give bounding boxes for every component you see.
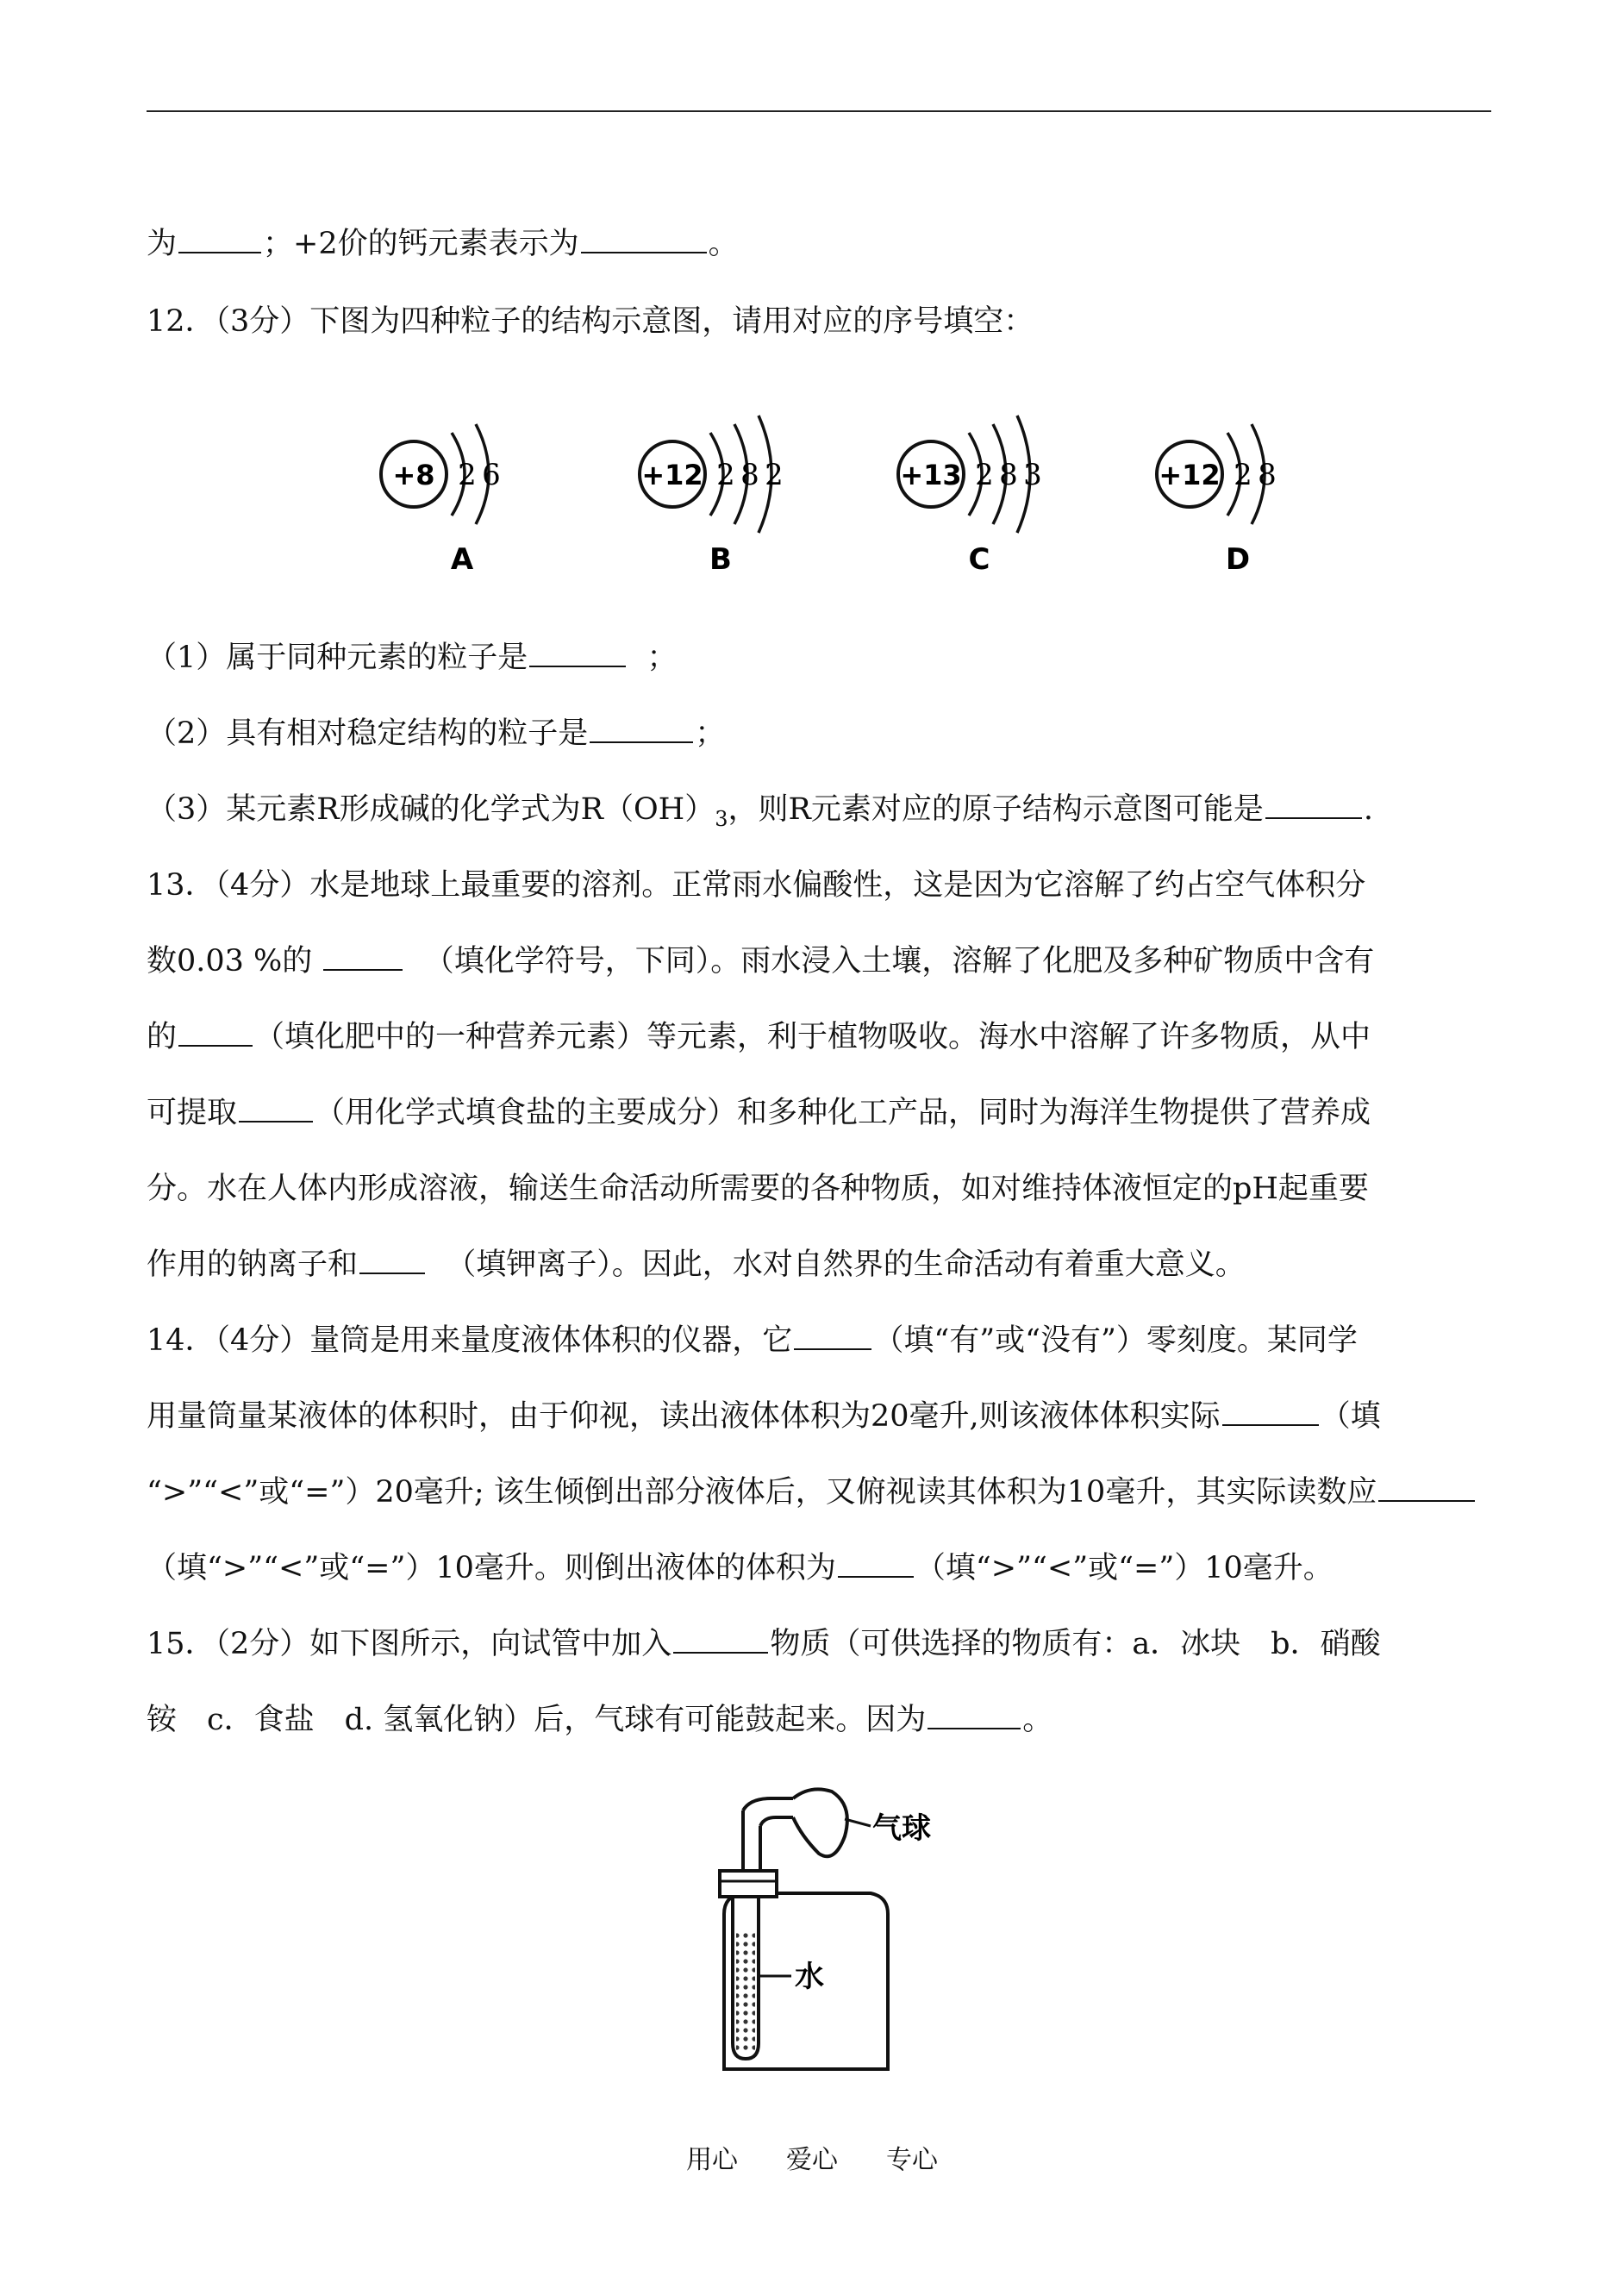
question-12-stem: 12．（3分）下图为四种粒子的结构示意图，请用对应的序号填空：: [147, 304, 1034, 339]
answer-blank[interactable]: [1222, 1395, 1319, 1426]
water-label: 水: [795, 1960, 824, 1994]
balloon: [793, 1789, 847, 1856]
answer-blank[interactable]: [590, 712, 693, 743]
particle-label: A: [450, 542, 474, 577]
particle-label: D: [1225, 542, 1251, 577]
particles-group: [381, 416, 1277, 577]
shell-electron-count: 8: [740, 458, 759, 492]
question-12-part-1: （1）属于同种元素的粒子是 ；: [147, 636, 1491, 679]
question-14-line-1: 14．（4分）量筒是用来量度液体体积的仪器，它 （填“有”或“没有”）零刻度。某同学: [147, 1319, 1491, 1362]
shell-electron-count: 3: [1023, 458, 1042, 492]
footer-text-1: 用心: [686, 2145, 738, 2175]
question-12-part-3: （3）某元素R形成碱的化学式为$R(OH)_3$，则R元素对应的原子结构示意图可能是 .: [147, 788, 1491, 841]
shell-electron-count: 2: [975, 458, 994, 492]
answer-blank[interactable]: [838, 1547, 914, 1578]
balloon-label: 气球: [872, 1811, 931, 1846]
answer-blank[interactable]: [178, 222, 261, 253]
answer-blank[interactable]: [1378, 1471, 1475, 1502]
nucleus-charge: +12: [641, 459, 703, 491]
answer-blank[interactable]: [323, 940, 403, 971]
particle-structure-diagrams: [371, 379, 1336, 586]
particle-A: [381, 424, 501, 577]
question-13-line-3: 的 （填化肥中的一种营养元素）等元素，利于植物吸收。海水中溶解了许多物质，从中: [147, 1016, 1491, 1059]
particle-label: B: [709, 542, 732, 577]
shell-electron-count: 2: [716, 458, 735, 492]
particle-B: [640, 416, 784, 577]
particle-C: [898, 416, 1042, 577]
answer-blank[interactable]: [529, 636, 626, 667]
answer-blank[interactable]: [928, 1698, 1021, 1729]
answer-blank[interactable]: [673, 1623, 768, 1654]
answer-blank[interactable]: [359, 1243, 425, 1274]
question-15-line-1: 15．（2分）如下图所示，向试管中加入 物质（可供选择的物质有：a．冰块 b．硝酸: [147, 1623, 1491, 1666]
question-12-part-2: （2）具有相对稳定结构的粒子是 ；: [147, 712, 1491, 755]
answer-blank[interactable]: [581, 222, 707, 253]
answer-blank[interactable]: [1265, 788, 1362, 819]
shell-electron-count: 6: [482, 458, 501, 492]
question-14-line-2: 用量筒量某液体的体积时，由于仰视，读出液体体积为20毫升,则该液体体积实际 （填: [147, 1395, 1491, 1438]
question-13-line-2: 数0.03 %的 （填化学符号，下同）。雨水浸入土壤，溶解了化肥及多种矿物质中含有: [147, 940, 1491, 983]
question-14-line-3: “>”“<”或“=”）20毫升; 该生倾倒出部分液体后，又俯视读其体积为10毫升，其实际读数应: [147, 1471, 1491, 1514]
nucleus-charge: +13: [900, 459, 962, 491]
shell-electron-count: 8: [999, 458, 1018, 492]
nucleus-charge: +12: [1159, 459, 1221, 491]
question-14-line-4: （填“>”“<”或“=”）10毫升。则倒出液体的体积为 （填“>”“<”或“=”）10毫升。: [147, 1547, 1491, 1590]
shell-electron-count: 2: [458, 458, 477, 492]
shell-electron-count: 2: [765, 458, 784, 492]
test-tube-contents: [736, 1931, 755, 2052]
nucleus-charge: +8: [392, 459, 435, 491]
text-line: 为 ；+2价的钙元素表示为 。: [147, 222, 1491, 266]
question-15-line-2: 铵 c．食盐 d. 氢氧化钠）后，气球有可能鼓起来。因为 。: [147, 1698, 1491, 1742]
question-13-line-6: 作用的钠离子和 （填钾离子）。因此，水对自然界的生命活动有着重大意义。: [147, 1243, 1491, 1286]
answer-blank[interactable]: [794, 1319, 871, 1350]
question-13-line-1: 13．（4分）水是地球上最重要的溶剂。正常雨水偏酸性，这是因为它溶解了约占空气体积分: [147, 868, 1366, 903]
question-13-line-4: 可提取 （用化学式填食盐的主要成分）和多种化工产品，同时为海洋生物提供了营养成: [147, 1091, 1491, 1135]
page-footer: [0, 2138, 1624, 2176]
footer-text-2: 爱心: [786, 2145, 838, 2175]
shell-electron-count: 8: [1258, 458, 1277, 492]
answer-blank[interactable]: [178, 1016, 253, 1047]
balloon-apparatus-diagram: [681, 1785, 1009, 2078]
header-rule: [147, 110, 1491, 112]
footer-text-3: 专心: [886, 2145, 938, 2175]
question-13-line-5: 分。水在人体内形成溶液，输送生命活动所需要的各种物质，如对维持体液恒定的pH起重要: [147, 1172, 1369, 1206]
shell-electron-count: 2: [1234, 458, 1252, 492]
answer-blank[interactable]: [239, 1091, 313, 1122]
stopper: [720, 1871, 777, 1897]
particle-label: C: [968, 542, 990, 577]
particle-D: [1157, 424, 1277, 577]
